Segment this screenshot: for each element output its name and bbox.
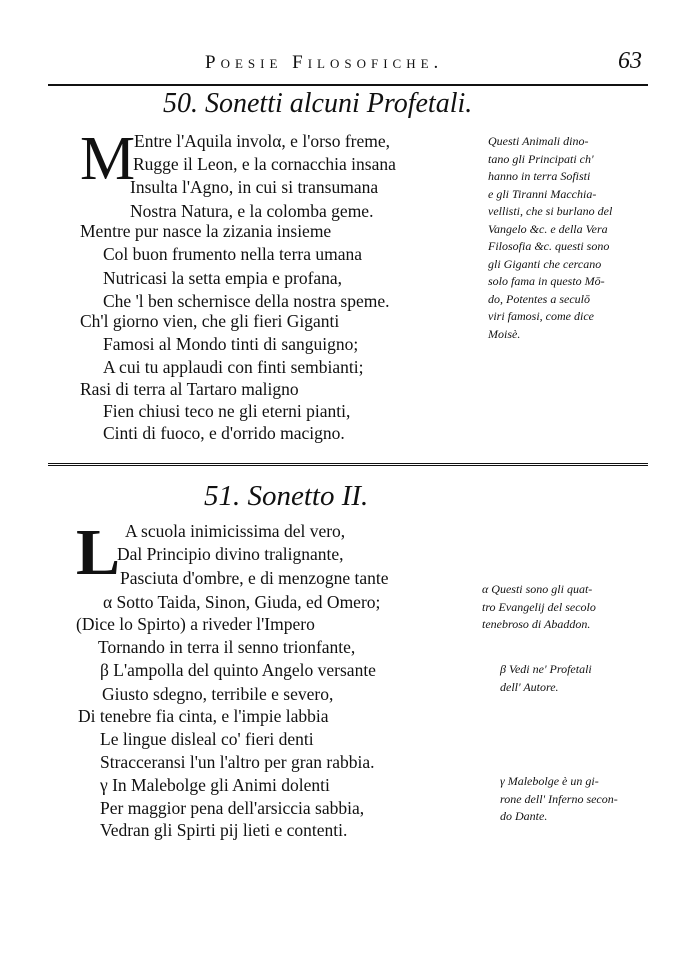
note-line: tenebroso di Abaddon. [482,617,591,631]
verse-line: Nutricasi la setta empia e profana, [103,268,343,288]
note-line: hanno in terra Sofisti [488,169,591,183]
verse-line: Rasi di terra al Tartaro maligno [80,379,299,399]
sonnet-50-marginal-note [488,133,612,343]
verse-line: Nostra Natura, e la colomba geme. [130,201,374,221]
note-line: Moisè. [488,326,521,341]
sonnet-50-initial: M [80,125,136,193]
sonnet-50-title: 50. Sonetti alcuni Profetali. [163,88,473,119]
note-line: rone dell' Inferno secon- [500,791,618,806]
note-line: gli Giganti che cercano [488,256,602,271]
note-line: tano gli Principati ch' [488,151,594,166]
verse-line: A scuola inimicissima del vero, [125,521,346,541]
note-line: viri famosi, come dice [488,309,594,323]
verse-line: Entre l'Aquila involα, e l'orso freme, [134,131,391,151]
verse-line: Pasciuta d'ombre, e di menzogne tante [120,568,389,588]
note-line: dell' Autore. [500,679,559,694]
verse-line: A cui tu applaudi con finti sembianti; [103,357,364,377]
note-line: Filosofia &c. questi sono [488,239,610,253]
verse-line: Per maggior pena dell'arsiccia sabbia, [100,798,365,818]
verse-line: Le lingue disleal co' fieri denti [100,729,314,749]
note-line: tro Evangelij del secolo [482,599,596,614]
verse-line: Col buon frumento nella terra umana [103,244,363,264]
note-line: Vangelo &c. e della Vera [488,221,608,236]
verse-line: γ In Malebolge gli Animi dolenti [100,775,330,795]
verse-line: Dal Principio divino tralignante, [117,544,344,564]
note-line: do Dante. [500,809,548,823]
verse-line: Famosi al Mondo tinti di sanguigno; [103,334,359,354]
note-line: α Questi sono gli quat- [482,582,593,596]
verse-line: β L'ampolla del quinto Angelo versante [100,660,376,680]
note-gamma [500,773,618,826]
header-rule [48,84,648,86]
verse-line: Vedran gli Spirti pij lieti e contenti. [100,820,348,840]
page-number: 63 [618,48,642,74]
note-line: γ Malebolge è un gi- [500,774,599,788]
verse-line: Stracceransi l'un l'altro per gran rabbia. [100,752,375,772]
verse-line: Rugge il Leon, e la cornacchia insana [133,154,396,174]
note-line: solo fama in questo Mō- [488,274,605,288]
verse-line: Mentre pur nasce la zizania insieme [80,221,332,241]
verse-line: (Dice lo Spirto) a riveder l'Impero [76,614,315,634]
verse-line: Che 'l ben schernisce della nostra speme. [103,291,390,311]
note-alpha [482,581,596,634]
running-head: Poesie Filosofiche. [205,52,444,73]
note-line: vellisti, che si burlano del [488,204,613,218]
verse-line: Cinti di fuoco, e d'orrido macigno. [103,423,345,443]
note-beta [500,661,592,696]
section-rule [48,463,648,468]
verse-line: Fien chiusi teco ne gli eterni pianti, [103,401,351,421]
note-line: β Vedi ne' Profetali [500,662,592,676]
note-line: Questi Animali dino- [488,134,589,148]
verse-line: Ch'l giorno vien, che gli fieri Giganti [80,311,340,331]
verse-line: Di tenebre fia cinta, e l'impie labbia [78,706,329,726]
verse-line: Giusto sdegno, terribile e severo, [102,684,334,704]
verse-line: Insulta l'Agno, in cui si transumana [130,177,379,197]
sonnet-51-title: 51. Sonetto II. [204,480,369,512]
sonnet-51-initial: L [76,516,121,589]
note-line: do, Potentes a seculō [488,291,590,306]
note-line: e gli Tiranni Macchia- [488,186,597,201]
verse-line: α Sotto Taida, Sinon, Giuda, ed Omero; [103,592,381,612]
verse-line: Tornando in terra il senno trionfante, [98,637,356,657]
